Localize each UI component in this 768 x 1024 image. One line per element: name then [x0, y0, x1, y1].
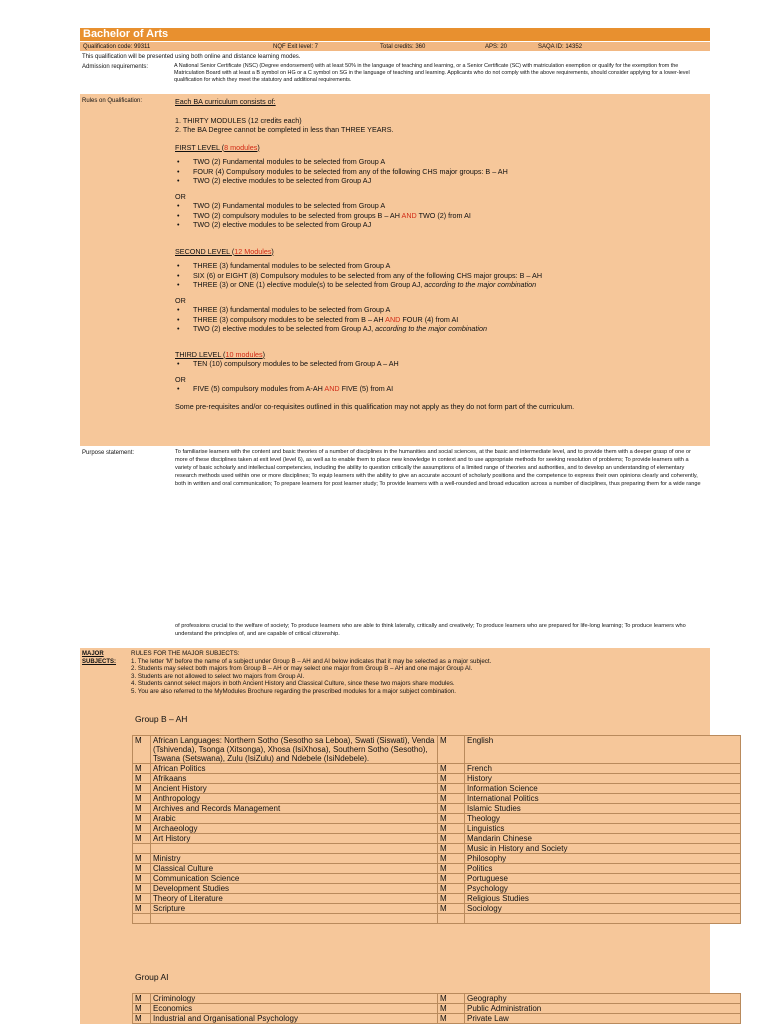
second-level-close: ): [271, 246, 274, 256]
major-rules-heading: RULES FOR THE MAJOR SUBJECTS:: [131, 650, 240, 657]
table-row: [133, 914, 741, 924]
table-row: [133, 864, 741, 874]
table-row: [133, 804, 741, 814]
list-item: • TWO (2) Fundamental modules to be selected from Group A: [175, 157, 705, 167]
major-marker: M: [133, 1014, 151, 1024]
and-highlight: AND: [385, 314, 401, 324]
subject-name: Private Law: [465, 1014, 741, 1024]
list-item: [175, 384, 705, 394]
subject-name: Theory of Literature: [151, 894, 438, 904]
list-item: • TWO (2) elective modules to be selected from Group AJ: [175, 176, 705, 186]
major-marker: M: [133, 874, 151, 884]
intro-text: This qualification will be presented using both online and distance learning modes.: [82, 54, 301, 60]
table-row: [133, 774, 741, 784]
second-level-option-b: [175, 305, 705, 334]
table-row: [133, 784, 741, 794]
major-marker: M: [133, 824, 151, 834]
second-level-heading: [175, 247, 705, 257]
major-marker: M: [438, 834, 465, 844]
table-row: [133, 736, 741, 764]
aps: APS: 20: [485, 44, 508, 50]
major-marker: M: [133, 1004, 151, 1014]
major-marker: [133, 844, 151, 854]
subject-name: Philosophy: [465, 854, 741, 864]
total-credits: Total credits: 360: [380, 44, 426, 50]
subject-name: French: [465, 764, 741, 774]
third-level-label: THIRD LEVEL (: [175, 349, 226, 359]
subject-name: [151, 914, 438, 924]
qual-code: Qualification code: 99311: [83, 44, 151, 50]
table-row: [133, 894, 741, 904]
rules-heading: Each BA curriculum consists of:: [175, 97, 276, 106]
list-item-text: THREE (3) compulsory modules to be selected from B – AH: [193, 314, 386, 324]
major-marker: M: [438, 804, 465, 814]
list-item: [175, 315, 705, 325]
subject-name: Archives and Records Management: [151, 804, 438, 814]
purpose-label: Purpose statement:: [82, 450, 135, 456]
subject-name: English: [465, 736, 741, 764]
subject-name: History: [465, 774, 741, 784]
third-level-heading: [175, 350, 705, 360]
table-row: [133, 874, 741, 884]
major-marker: [133, 914, 151, 924]
purpose-text-1: To familiarise learners with the content and basic theories of a number of disciplines in the humanities and social sciences, at the basic and intermediate level, and to provide them with a deeper grasp of one or more of these disciplines taken at exit level (level 6), as well as to enable them to place new knowledge in context and to use appropriate methods for seeking resolution of problems; To provide learners with a variety of basic scholarly and intellectual competencies, including the ability to question critically the assumptions of a limited range of theories and authorities, and to develop an understanding of elementary research methods used within one or more disciplines; To equip learners with the ability to give an accurate account of scholarly positions and the competence to express their own opinions clearly and coherently, both in written and oral communication; To prepare learners for post learner study; To provide learners with a well-rounded and broad education across a number of disciplines, thus preparing them for a wide range: [175, 449, 701, 487]
list-item: • TWO (2) elective modules to be selected from Group AJ: [175, 220, 705, 230]
subject-name: Afrikaans: [151, 774, 438, 784]
subject-name: African Politics: [151, 764, 438, 774]
or-label: OR: [175, 374, 186, 384]
and-highlight: AND: [324, 384, 340, 393]
major-marker: M: [133, 894, 151, 904]
major-marker: M: [438, 994, 465, 1004]
list-item: • TWO (2) Fundamental modules to be selected from Group A: [175, 201, 705, 211]
major-label: MAJOR SUBJECTS:: [82, 651, 117, 665]
third-level-option-a: [175, 359, 705, 369]
first-level-option-b: [175, 201, 705, 230]
table-row: [133, 794, 741, 804]
rules-label: Rules on Qualification:: [82, 98, 143, 104]
list-item-italic: according to the major combination: [375, 324, 488, 333]
group-ai-title: Group AI: [135, 972, 169, 982]
list-item-text: TWO (2) elective modules to be selected from Group AJ,: [193, 324, 376, 333]
subject-name: Psychology: [465, 884, 741, 894]
table-row: [133, 884, 741, 894]
or-label: OR: [175, 295, 186, 305]
major-marker: M: [133, 736, 151, 764]
major-marker: M: [133, 804, 151, 814]
subject-name: Sociology: [465, 904, 741, 914]
subject-name: Criminology: [151, 994, 438, 1004]
list-item: [175, 280, 705, 290]
list-item: • SIX (6) or EIGHT (8) Compulsory modules to be selected from any of the following CHS major groups: B – AH: [175, 271, 705, 281]
major-marker: M: [133, 854, 151, 864]
subject-name: Ministry: [151, 854, 438, 864]
list-item: • FOUR (4) Compulsory modules to be selected from any of the following CHS major groups: B – AH: [175, 167, 705, 177]
subject-name: International Politics: [465, 794, 741, 804]
major-marker: M: [133, 784, 151, 794]
first-level-label: FIRST LEVEL (: [175, 142, 225, 152]
major-marker: M: [438, 904, 465, 914]
saqa-id: SAQA ID: 14352: [538, 44, 583, 50]
subject-name: Anthropology: [151, 794, 438, 804]
major-marker: M: [438, 854, 465, 864]
second-level-count: 12 Modules: [234, 246, 272, 256]
major-marker: M: [133, 764, 151, 774]
table-row: [133, 904, 741, 914]
subject-name: Portuguese: [465, 874, 741, 884]
subject-name: [151, 844, 438, 854]
major-marker: M: [438, 736, 465, 764]
list-item-text: TWO (2) from AI: [416, 210, 471, 220]
subject-name: Geography: [465, 994, 741, 1004]
subject-name: Politics: [465, 864, 741, 874]
subject-name: [465, 914, 741, 924]
rules-point-2: 2. The BA Degree cannot be completed in less than THREE YEARS.: [175, 125, 394, 134]
table-row: [133, 994, 741, 1004]
group-bah-table: [132, 735, 741, 924]
major-marker: M: [133, 794, 151, 804]
subject-name: Classical Culture: [151, 864, 438, 874]
table-row: [133, 834, 741, 844]
subject-name: Theology: [465, 814, 741, 824]
major-marker: M: [133, 904, 151, 914]
table-row: [133, 824, 741, 834]
table-row: [133, 1014, 741, 1024]
page-title: Bachelor of Arts: [80, 28, 710, 41]
major-marker: M: [438, 814, 465, 824]
major-marker: M: [438, 1014, 465, 1024]
subject-name: Religious Studies: [465, 894, 741, 904]
list-item-text: TWO (2) compulsory modules to be selected from groups B – AH: [193, 210, 402, 220]
subject-name: African Languages: Northern Sotho (Sesotho sa Leboa), Swati (Siswati), Venda (Tshivenda), Tsonga (Xitsonga), Xhosa (IsiXhosa), Southern Sotho (Sesotho), Tswana (Setswana), Zulu (IsiZulu) and Ndebele (IsiNdebele).: [151, 736, 438, 764]
major-rule: 3. Students are not allowed to select two majors from Group AI.: [131, 672, 305, 680]
subject-name: Communication Science: [151, 874, 438, 884]
major-rule: 1. The letter 'M' before the name of a subject under Group B – AH and AI below indicates that it may be selected as a major subject.: [131, 657, 492, 665]
subject-name: Mandarin Chinese: [465, 834, 741, 844]
subject-name: Industrial and Organisational Psychology: [151, 1014, 438, 1024]
major-rule: 2. Students may select both majors from Group B – AH or may select one major from Group B – AH and one major Group AI.: [131, 665, 473, 673]
table-row: [133, 1004, 741, 1014]
first-level-heading: [175, 143, 705, 153]
major-marker: M: [438, 1004, 465, 1014]
list-item-text: FIVE (5) from AI: [339, 384, 394, 393]
list-item: • THREE (3) fundamental modules to be selected from Group A: [175, 261, 705, 271]
list-item-italic: according to the major combination: [424, 280, 537, 289]
major-marker: M: [438, 764, 465, 774]
major-marker: M: [438, 794, 465, 804]
table-row: [133, 854, 741, 864]
purpose-text-2: of professions crucial to the welfare of society; To produce learners who are able to think laterally, critically and creatively; To produce learners who are prepared for life-long learning; To produce learners who understand the principles of, and are capable of critical citizenship.: [175, 623, 686, 637]
major-marker: M: [438, 894, 465, 904]
subject-name: Scripture: [151, 904, 438, 914]
first-level-close: ): [257, 142, 260, 152]
group-ai-table: [132, 993, 741, 1024]
list-item: [175, 211, 705, 221]
major-marker: [438, 914, 465, 924]
table-row: [133, 844, 741, 854]
third-level-option-b: [175, 384, 705, 394]
subject-name: Archaeology: [151, 824, 438, 834]
or-label: OR: [175, 191, 186, 201]
major-marker: M: [438, 774, 465, 784]
admission-text: A National Senior Certificate (NSC) (Degree endorsement) with at least 50% in the language of teaching and learning, or a Senior Certificate (SC) with matriculation exemption or qualify for the exemption from the Matriculation Board with at least a B symbol on HG or a C symbol on SG in the language of teaching and learning. Applicants who do not comply with the above requirements, should consider applying for a lower-level qualification for which they meet the statutory and additional requirements.: [174, 63, 690, 84]
list-item: [175, 324, 705, 334]
major-marker: M: [438, 844, 465, 854]
rules-body: [175, 97, 705, 411]
nqf-level: NQF Exit level: 7: [273, 44, 319, 50]
subject-name: Public Administration: [465, 1004, 741, 1014]
list-item: • THREE (3) fundamental modules to be selected from Group A: [175, 305, 705, 315]
first-level-count: 8 modules: [224, 142, 258, 152]
subject-name: Islamic Studies: [465, 804, 741, 814]
subject-name: Development Studies: [151, 884, 438, 894]
first-level-option-a: [175, 157, 705, 186]
major-marker: M: [438, 864, 465, 874]
major-rule: 4. Students cannot select majors in both Ancient History and Classical Culture, since these two majors share modules.: [131, 680, 455, 688]
and-highlight: AND: [401, 210, 417, 220]
major-marker: M: [133, 774, 151, 784]
major-marker: M: [133, 814, 151, 824]
table-row: [133, 764, 741, 774]
major-marker: M: [133, 994, 151, 1004]
subject-name: Information Science: [465, 784, 741, 794]
second-level-label: SECOND LEVEL (: [175, 246, 235, 256]
subject-name: Ancient History: [151, 784, 438, 794]
list-item: • TEN (10) compulsory modules to be selected from Group A – AH: [175, 359, 705, 369]
major-marker: M: [133, 864, 151, 874]
major-marker: M: [438, 824, 465, 834]
subject-name: Arabic: [151, 814, 438, 824]
subject-name: Music in History and Society: [465, 844, 741, 854]
second-level-option-a: [175, 261, 705, 290]
major-marker: M: [438, 884, 465, 894]
prereq-note: Some pre-requisites and/or co-requisites outlined in this qualification may not apply as they do not form part of the curriculum.: [175, 401, 575, 411]
list-item-text: THREE (3) or ONE (1) elective module(s) to be selected from Group AJ,: [193, 280, 425, 289]
group-bah-title: Group B – AH: [135, 714, 188, 724]
list-item-text: FOUR (4) from AI: [400, 314, 459, 324]
major-rules: [131, 650, 706, 696]
subject-name: Art History: [151, 834, 438, 844]
subject-name: Economics: [151, 1004, 438, 1014]
major-marker: M: [133, 884, 151, 894]
major-marker: M: [133, 834, 151, 844]
third-level-count: 10 modules: [225, 349, 263, 359]
list-item-text: FIVE (5) compulsory modules from A-AH: [193, 384, 325, 393]
subject-name: Linguistics: [465, 824, 741, 834]
major-marker: M: [438, 784, 465, 794]
admission-label: Admission requirements:: [82, 64, 149, 70]
major-rule: 5. You are also referred to the MyModules Brochure regarding the prescribed modules for a major subject combination.: [131, 687, 457, 695]
major-marker: M: [438, 874, 465, 884]
meta-strip: [80, 42, 710, 51]
rules-point-1: 1. THIRTY MODULES (12 credits each): [175, 115, 302, 125]
third-level-close: ): [262, 349, 266, 359]
table-row: [133, 814, 741, 824]
